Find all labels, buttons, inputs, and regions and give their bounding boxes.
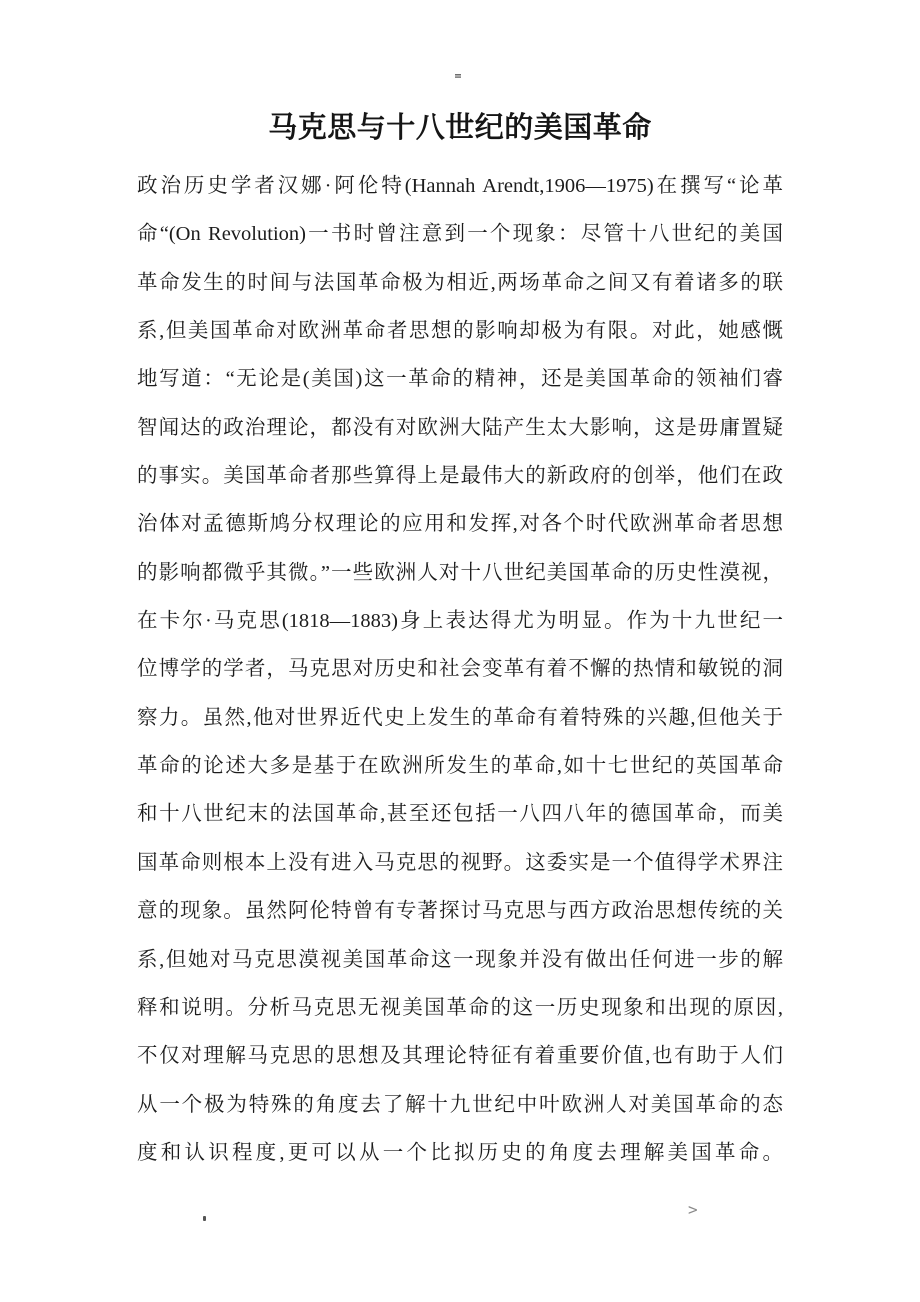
document-body (137, 162, 783, 1177)
text-line: 地写道：“无论是(美国)这一革命的精神，还是美国革命的领袖们睿 (137, 368, 783, 391)
text-line: 治体对孟德斯鸠分权理论的应用和发挥,对各个时代欧洲革命者思想 (137, 513, 783, 536)
text-line: 位博学的学者，马克思对历史和社会变革有着不懈的热情和敏锐的洞 (137, 658, 783, 681)
greater-than-mark: > (688, 1200, 698, 1219)
text-line: 的事实。美国革命者那些算得上是最伟大的新政府的创举，他们在政 (137, 465, 783, 488)
text-line: 的影响都微乎其微。”一些欧洲人对十八世纪美国革命的历史性漠视， (137, 561, 783, 584)
scan-dot-icon (203, 1216, 206, 1221)
text-line: 和十八世纪末的法国革命,甚至还包括一八四八年的德国革命，而美 (137, 803, 783, 826)
text-line: 命“(On Revolution)一书时曾注意到一个现象：尽管十八世纪的美国 (137, 223, 783, 246)
text-line: 意的现象。虽然阿伦特曾有专著探讨马克思与西方政治思想传统的关 (137, 900, 783, 923)
text-line: 释和说明。分析马克思无视美国革命的这一历史现象和出现的原因, (137, 996, 783, 1019)
text-line: 察力。虽然,他对世界近代史上发生的革命有着特殊的兴趣,但他关于 (137, 706, 783, 729)
text-line: 政治历史学者汉娜·阿伦特(Hannah Arendt,1906—1975)在撰写“论革 (137, 175, 783, 197)
text-line: 革命的论述大多是基于在欧洲所发生的革命,如十七世纪的英国革命 (137, 755, 783, 778)
text-line: 智闻达的政治理论，都没有对欧洲大陆产生太大影响，这是毋庸置疑 (137, 416, 783, 439)
text-line: 度和认识程度,更可以从一个比拟历史的角度去理解美国革命。 (137, 1141, 783, 1164)
text-line: 从一个极为特殊的角度去了解十九世纪中叶欧洲人对美国革命的态 (137, 1093, 783, 1116)
scan-smudge-icon (455, 74, 461, 78)
text-line: 革命发生的时间与法国革命极为相近,两场革命之间又有着诸多的联 (137, 271, 783, 294)
text-line: 系,但她对马克思漠视美国革命这一现象并没有做出任何进一步的解 (137, 948, 783, 971)
text-line: 在卡尔·马克思(1818—1883)身上表达得尤为明显。作为十九世纪一 (137, 610, 783, 633)
document-title: 马克思与十八世纪的美国革命 (268, 112, 652, 144)
text-line: 不仅对理解马克思的思想及其理论特征有着重要价值,也有助于人们 (137, 1045, 783, 1068)
text-line: 国革命则根本上没有进入马克思的视野。这委实是一个值得学术界注 (137, 851, 783, 874)
text-line: 系,但美国革命对欧洲革命者思想的影响却极为有限。对此，她感慨 (137, 320, 783, 343)
